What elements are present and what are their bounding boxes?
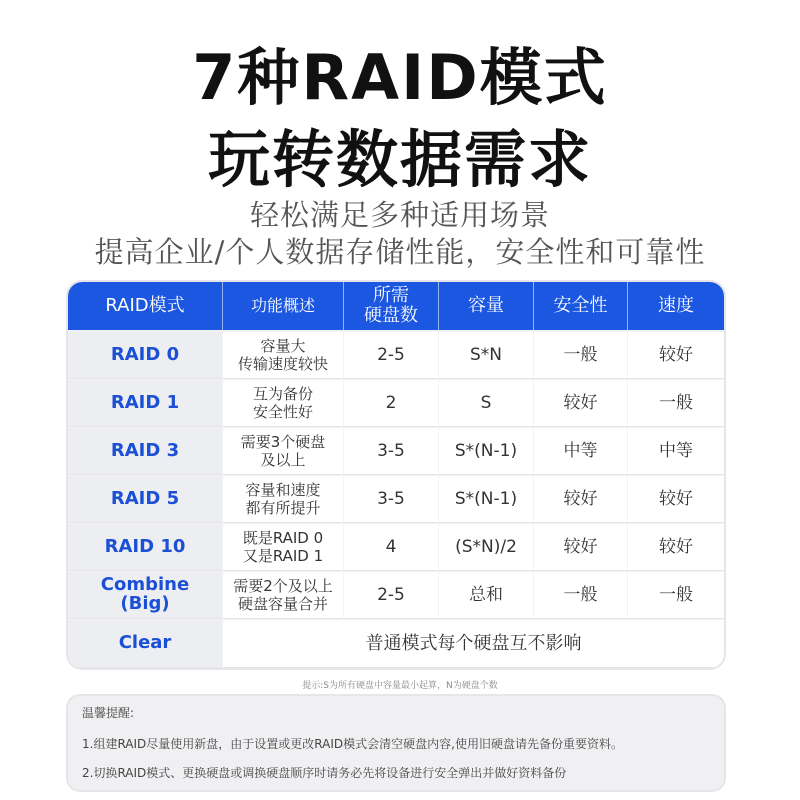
tips-line-1: 1.组建RAID尽量使用新盘，由于设置或更改RAID模式会清空硬盘内容,使用旧硬盘请先备份重要资料。 [82,737,623,751]
clear-description: 普通模式每个硬盘互不影响 [223,620,724,668]
table-row [68,476,724,524]
capacity-cell: S*(N-1) [439,428,533,475]
safety-cell: 一般 [534,572,627,619]
mode-cell: RAID 0 [68,332,222,379]
speed-cell: 中等 [628,428,724,475]
description-cell: 容量和速度 都有所提升 [223,476,343,523]
capacity-cell: S [439,380,533,427]
header-speed: 速度 [658,295,694,317]
table-row [68,332,724,380]
capacity-cell: (S*N)/2 [439,524,533,571]
headline-line-2: 玩转数据需求 [207,123,592,196]
subtitle-line-2: 提高企业/个人数据存储性能，安全性和可靠性 [94,235,706,269]
description-cell: 容量大 传输速度较快 [223,332,343,379]
speed-cell: 较好 [628,476,724,523]
safety-cell: 一般 [534,332,627,379]
description-cell: 需要2个及以上 硬盘容量合并 [223,572,343,619]
table-row [68,572,724,620]
speed-cell: 一般 [628,572,724,619]
description-cell: 需要3个硬盘 及以上 [223,428,343,475]
mode-cell: RAID 10 [68,524,222,571]
table-row-clear [68,620,724,668]
header-safety: 安全性 [534,282,628,330]
tips-box [68,696,724,790]
table-row [68,524,724,572]
header-disks: 所需 硬盘数 [344,282,439,330]
speed-cell: 一般 [628,380,724,427]
headline-line-1: 7种RAID模式 [192,41,608,114]
disks-cell: 2 [344,380,438,427]
table-header [68,282,724,330]
capacity-cell: S*(N-1) [439,476,533,523]
mode-cell: RAID 3 [68,428,222,475]
header-capacity: 容量 [439,282,534,330]
header-function: 功能概述 [223,282,344,330]
raid-table [68,282,724,668]
table-row [68,380,724,428]
description-cell: 既是RAID 0 又是RAID 1 [223,524,343,571]
disks-cell: 3-5 [344,428,438,475]
mode-cell: RAID 5 [68,476,222,523]
mode-cell: RAID 1 [68,380,222,427]
capacity-cell: S*N [439,332,533,379]
mode-cell: Clear [68,620,222,668]
table-note: 提示:S为所有硬盘中容量最小起算，N为硬盘个数 [302,681,498,691]
disks-cell: 2-5 [344,572,438,619]
table-row [68,428,724,476]
speed-cell: 较好 [628,524,724,571]
safety-cell: 中等 [534,428,627,475]
safety-cell: 较好 [534,380,627,427]
safety-cell: 较好 [534,524,627,571]
subtitle-line-1: 轻松满足多种适用场景 [249,198,550,232]
disks-cell: 3-5 [344,476,438,523]
description-cell: 互为备份 安全性好 [223,380,343,427]
mode-cell: Combine (Big) [68,572,222,619]
disks-cell: 2-5 [344,332,438,379]
header-raid-mode: RAID模式 [68,282,223,330]
speed-cell: 较好 [628,332,724,379]
tips-line-2: 2.切换RAID模式、更换硬盘或调换硬盘顺序时请务必先将设备进行安全弹出并做好资料备份 [82,766,567,780]
capacity-cell: 总和 [439,572,533,619]
tips-title: 温馨提醒: [82,706,135,720]
disks-cell: 4 [344,524,438,571]
safety-cell: 较好 [534,476,627,523]
